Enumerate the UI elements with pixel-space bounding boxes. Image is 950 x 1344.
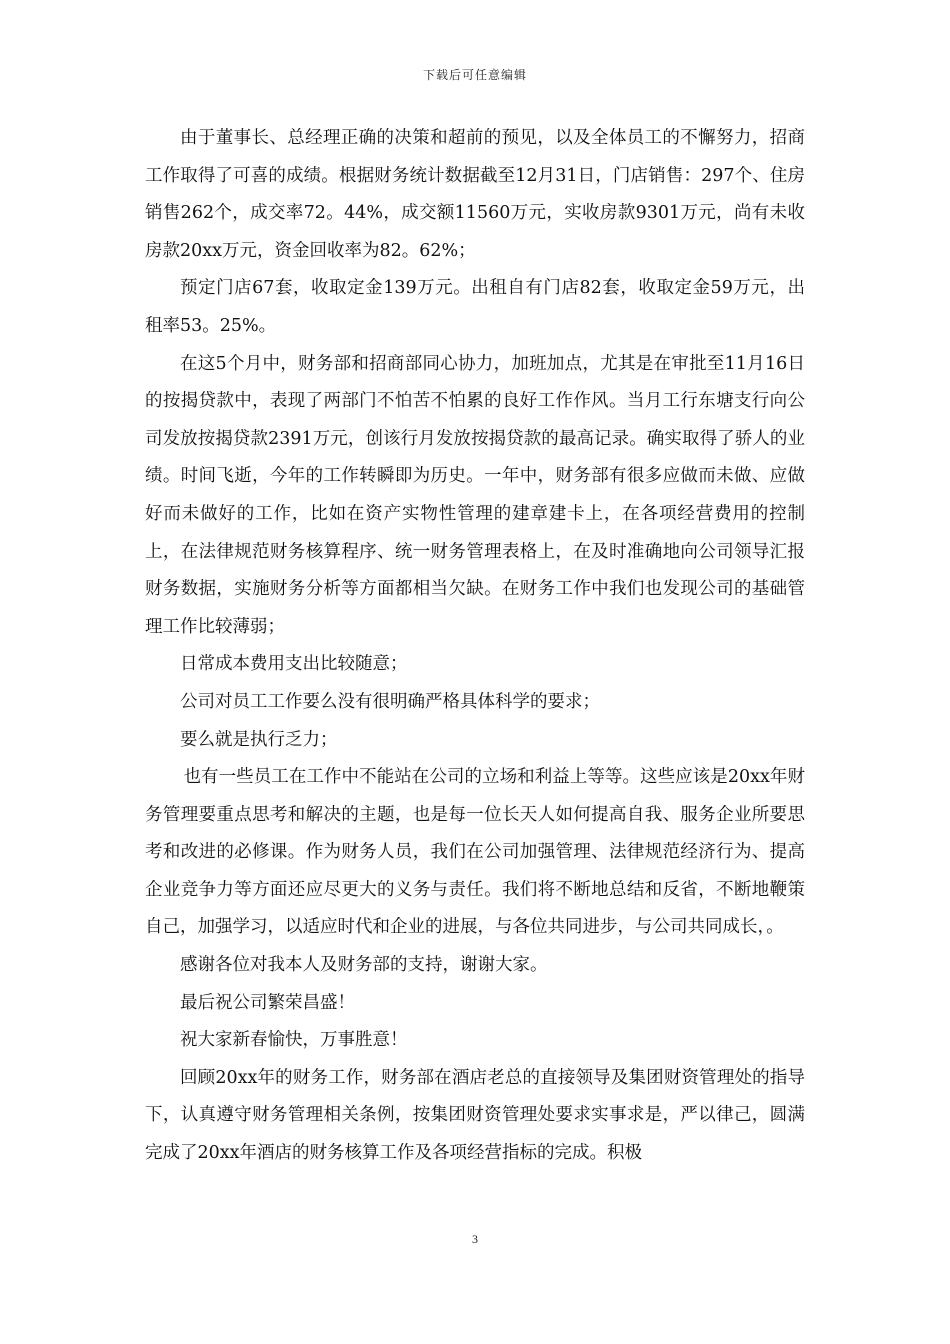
paragraph-execution: 要么就是执行乏力； bbox=[180, 729, 338, 750]
paragraph-requirements: 公司对员工工作要么没有很明确严格具体科学的要求； bbox=[180, 691, 600, 712]
paragraph-sales-results: 由于董事长、总经理正确的决策和超前的预见，以及全体员工的不懈努力，招商工作取得了可喜的成绩。根据财务统计数据截至12月31日，门店销售：297个、住房销售262个，成交率72。44%，成交额11560万元，实收房款9301万元，尚有未收房款20xx万元，资金回收率为82。62%； bbox=[145, 128, 805, 261]
paragraph-thanks: 感谢各位对我本人及财务部的支持，谢谢大家。 bbox=[180, 955, 548, 976]
page-header: 下载后可任意编辑 bbox=[422, 68, 527, 82]
paragraph-reflection: 也有一些员工在工作中不能站在公司的立场和利益上等等。这些应该是20xx年财务管理要重点思考和解决的主题，也是每一位长天人如何提高自我、服务企业所要思考和改进的必修课。作为财务人员，我们在公司加强管理、法律规范经济行为、提高企业竞争力等方面还应尽更大的义务与责任。我们将不断地总结和反省，不断地鞭策自己，加强学习，以适应时代和企业的进展，与各位共同进步，与公司共同成长，。 bbox=[145, 767, 805, 938]
paragraph-daily-costs: 日常成本费用支出比较随意； bbox=[180, 654, 408, 675]
paragraph-wish-everyone: 祝大家新春愉快，万事胜意！ bbox=[180, 1030, 408, 1051]
document-body bbox=[145, 120, 805, 1173]
paragraph-wish-company: 最后祝公司繁荣昌盛！ bbox=[180, 992, 355, 1013]
paragraph-cooperation: 在这5个月中，财务部和招商部同心协力，加班加点，尤其是在审批至11月16日的按揭贷款中，表现了两部门不怕苦不怕累的良好工作作风。当月工行东塘支行向公司发放按揭贷款2391万元，创该行月发放按揭贷款的最高记录。确实取得了骄人的业绩。时间飞逝，今年的工作转瞬即为历史。一年中，财务部有很多应做而未做、应做好而未做好的工作，比如在资产实物性管理的建章建卡上，在各项经营费用的控制上，在法律规范财务核算程序、统一财务管理表格上，在及时准确地向公司领导汇报财务数据，实施财务分析等方面都相当欠缺。在财务工作中我们也发现公司的基础管理工作比较薄弱； bbox=[145, 353, 805, 637]
paragraph-store-deposits: 预定门店67套，收取定金139万元。出租自有门店82套，收取定金59万元，出租率53。25%。 bbox=[145, 278, 805, 336]
page-number: 3 bbox=[472, 1232, 478, 1246]
paragraph-review: 回顾20xx年的财务工作，财务部在酒店老总的直接领导及集团财资管理处的指导下，认真遵守财务管理相关条例，按集团财资管理处要求实事求是，严以律己，圆满完成了20xx年酒店的财务核算工作及各项经营指标的完成。积极 bbox=[145, 1067, 805, 1164]
